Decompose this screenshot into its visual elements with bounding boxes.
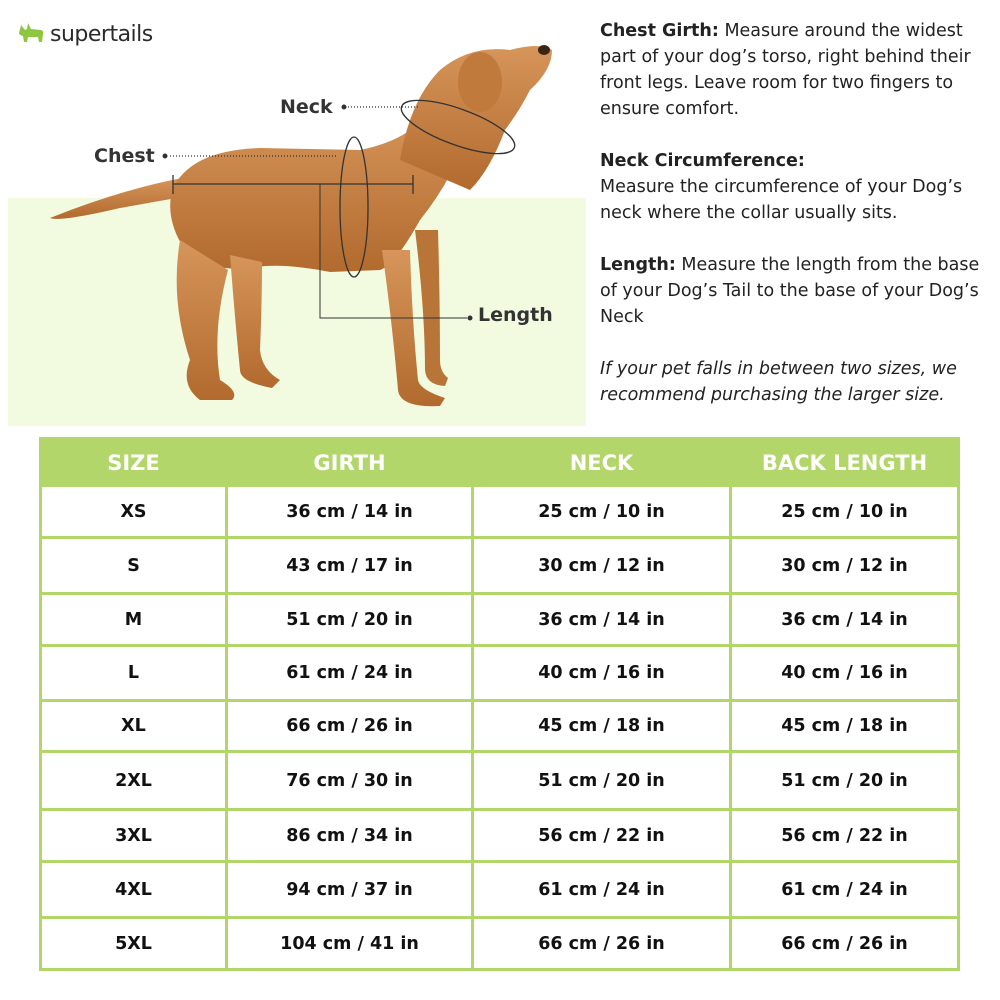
cell-size: M [42,595,225,644]
cell-girth: 43 cm / 17 in [228,539,471,592]
length-text: Measure the length from the base of your Dog’s Tail to the base of your Dog’s Neck [600,255,980,327]
cell-girth: 66 cm / 26 in [228,702,471,750]
cell-neck: 56 cm / 22 in [474,811,729,860]
cell-size: 3XL [42,811,225,860]
cell-back-length: 30 cm / 12 in [732,539,957,592]
length-label: Length [478,304,553,326]
cell-girth: 94 cm / 37 in [228,863,471,916]
cell-size: 5XL [42,919,225,968]
cell-neck: 61 cm / 24 in [474,863,729,916]
neck-title: Neck Circumference: [600,151,805,171]
cell-back-length: 56 cm / 22 in [732,811,957,860]
cell-back-length: 66 cm / 26 in [732,919,957,968]
cell-neck: 51 cm / 20 in [474,753,729,808]
cell-girth: 51 cm / 20 in [228,595,471,644]
brand-name: supertails [50,21,153,47]
cell-size: L [42,647,225,699]
cell-neck: 40 cm / 16 in [474,647,729,699]
dog-illustration [0,0,590,430]
length-title: Length: [600,255,676,275]
cell-back-length: 40 cm / 16 in [732,647,957,699]
cell-size: XL [42,702,225,750]
cell-girth: 61 cm / 24 in [228,647,471,699]
cell-neck: 66 cm / 26 in [474,919,729,968]
cell-neck: 30 cm / 12 in [474,539,729,592]
cell-back-length: 25 cm / 10 in [732,487,957,536]
cell-size: S [42,539,225,592]
size-chart-table [39,437,960,971]
cell-girth: 76 cm / 30 in [228,753,471,808]
cell-girth: 36 cm / 14 in [228,487,471,536]
cell-girth: 104 cm / 41 in [228,919,471,968]
chest-label: Chest [94,145,155,167]
neck-label: Neck [280,96,333,118]
header-girth: GIRTH [313,451,386,475]
cell-back-length: 61 cm / 24 in [732,863,957,916]
header-size: SIZE [107,451,160,475]
chest-instructions [600,18,992,122]
cell-size: 4XL [42,863,225,916]
length-instructions [600,252,992,330]
neck-instructions [600,148,992,226]
cell-neck: 36 cm / 14 in [474,595,729,644]
cell-size: 2XL [42,753,225,808]
size-note: If your pet falls in between two sizes, we recommend purchasing the larger size. [600,359,957,405]
cell-back-length: 36 cm / 14 in [732,595,957,644]
cell-neck: 25 cm / 10 in [474,487,729,536]
chest-title: Chest Girth: [600,21,719,41]
header-neck: NECK [569,451,634,475]
cell-back-length: 45 cm / 18 in [732,702,957,750]
neck-text: Measure the circumference of your Dog’s neck where the collar usually sits. [600,177,963,223]
cell-neck: 45 cm / 18 in [474,702,729,750]
measurement-diagram [0,0,590,430]
header-back-length: BACK LENGTH [761,451,928,475]
measurement-instructions [600,18,992,434]
cell-size: XS [42,487,225,536]
chest-text: Measure around the widest part of your dog’s torso, right behind their front legs. Leave room for two fingers to ensure comfort. [600,21,971,119]
cell-back-length: 51 cm / 20 in [732,753,957,808]
cell-girth: 86 cm / 34 in [228,811,471,860]
